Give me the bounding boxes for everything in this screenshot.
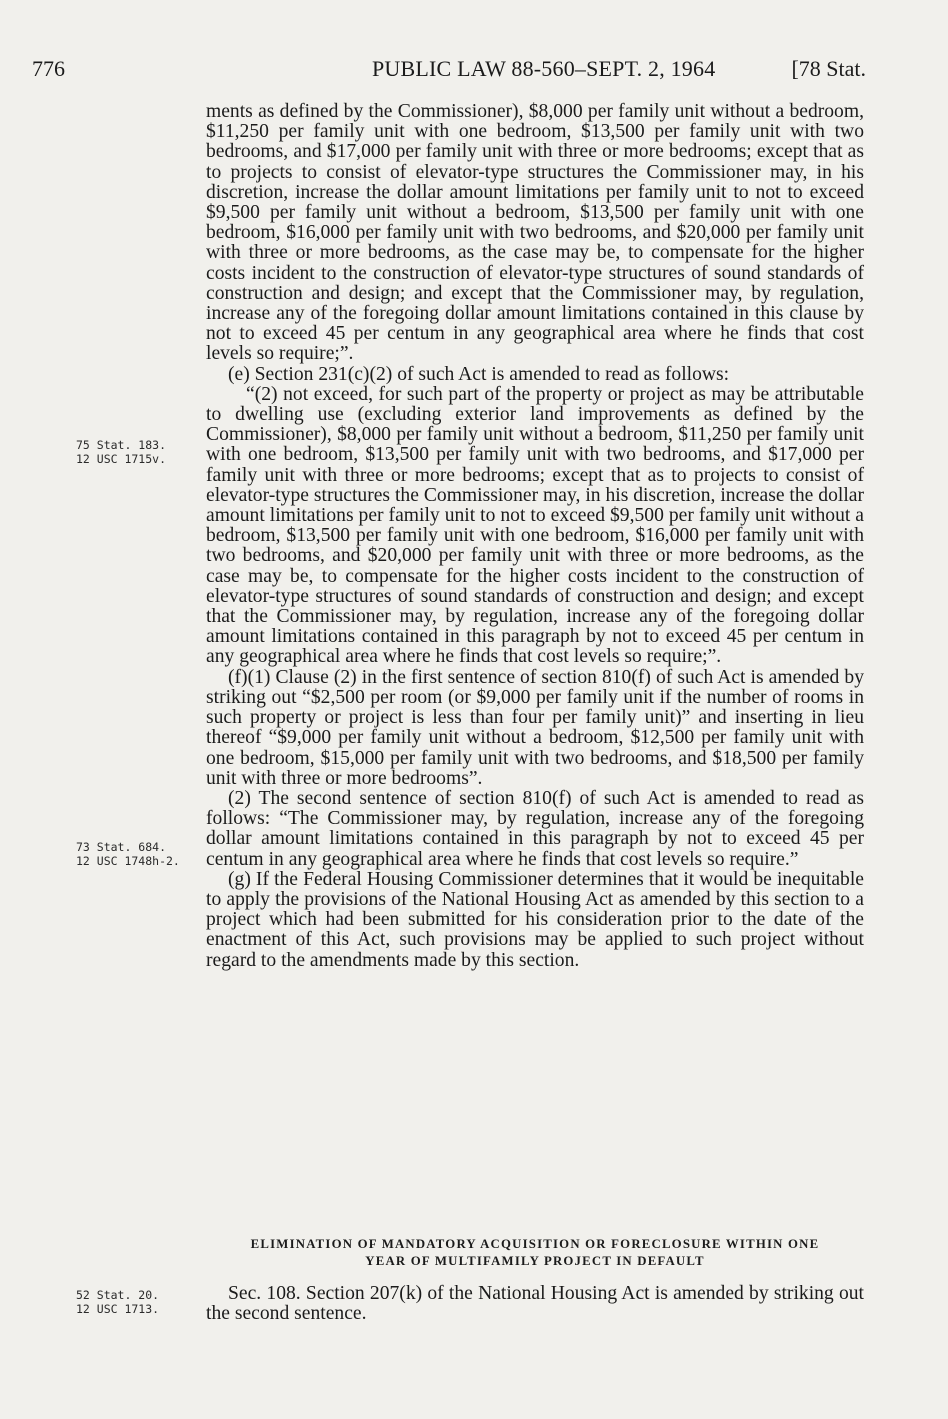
margin-note-line: 52 Stat. 20. xyxy=(76,1288,160,1302)
paragraph-sec-108: Sec. 108. Section 207(k) of the National Housing Act is amended by striking out the second sentence. xyxy=(206,1283,864,1325)
paragraph-f1: (f)(1) Clause (2) in the first sentence of section 810(f) of such Act is amended by striking out “$2,500 per room (or $9,000 per family unit if the number of rooms in such property or project is less than four per family unit)” and inserting in lieu thereof “$9,000 per family unit without a bedroom, $12,500 per family unit with one bedroom, $15,000 per family unit with two bedrooms, and $18,500 per family unit with three or more bedrooms”. xyxy=(206,666,864,789)
heading-line: YEAR OF MULTIFAMILY PROJECT IN DEFAULT xyxy=(365,1254,705,1268)
paragraph-continuation: ments as defined by the Commissioner), $8,000 per family unit without a bedroom, $11,250 per family unit with one bedroom, $13,500 per family unit with two bedrooms, and $17,000 per family unit with three or more bedrooms; except that as to projects to consist of elevator-type structures the Commissioner may, in his discretion, increase the dollar amount limitations per family unit to not to exceed $9,500 per family unit without a bedroom, $13,500 per family unit with one bedroom, $16,000 per family unit with two bedrooms, and $20,000 per family unit with three or more bedrooms, as the case may be, to compensate for the higher costs incident to the construction of elevator-type structures of sound standards of construction and design; and except that the Commissioner may, by regulation, increase any of the foregoing dollar amount limitations contained in this clause by not to exceed 45 per centum in any geographical area where he finds that cost levels so require;”. xyxy=(206,101,864,365)
margin-note-2 xyxy=(76,840,180,868)
statute-reference: [78 Stat. xyxy=(791,56,866,81)
page-header xyxy=(32,56,866,88)
margin-note-line: 73 Stat. 684. xyxy=(76,840,167,854)
body-text-block xyxy=(206,102,864,971)
page-number: 776 xyxy=(32,56,65,81)
section-108-block xyxy=(206,1284,864,1324)
paragraph-e-quote: “(2) not exceed, for such part of the property or project as may be attributable to dwelling use (excluding exterior land improvements as defined by the Commissioner), $8,000 per family unit without a bedroom, $11,250 per family unit with one bedroom, $13,500 per family unit with two bedrooms, and $17,000 per family unit with three or more bedrooms; except that as to projects to consist of elevator-type structures the Commissioner may, in his discretion, increase the dollar amount limitations per family unit to not to exceed $9,500 per family unit without a bedroom, $13,500 per family unit with one bedroom, $16,000 per family unit with two bedrooms, and $20,000 per family unit with three or more bedrooms, as the case may be, to compensate for the higher costs incident to the construction of elevator-type structures of sound standards of construction and design; and except that the Commissioner may, by regulation, increase any of the foregoing dollar amount limitations contained in this paragraph by not to exceed 45 per centum in any geographical area where he finds that cost levels so require;”. xyxy=(206,383,864,668)
margin-note-line: 12 USC 1715v. xyxy=(76,452,167,466)
margin-note-line: 75 Stat. 183. xyxy=(76,438,167,452)
margin-note-1 xyxy=(76,438,166,466)
running-title: PUBLIC LAW 88-560–SEPT. 2, 1964 xyxy=(372,56,716,81)
paragraph-g: (g) If the Federal Housing Commissioner determines that it would be inequitable to apply the provisions of the National Housing Act as amended by this section to a project which had been submitted for his consideration prior to the date of the enactment of this Act, such provisions may be applied to such project without regard to the amendments made by this section. xyxy=(206,868,864,971)
paragraph-e: (e) Section 231(c)(2) of such Act is amended to read as follows: xyxy=(228,363,730,385)
heading-line: ELIMINATION OF MANDATORY ACQUISITION OR FORECLOSURE WITHIN ONE xyxy=(250,1237,820,1251)
margin-note-line: 12 USC 1748h-2. xyxy=(76,854,180,868)
margin-note-line: 12 USC 1713. xyxy=(76,1302,160,1316)
margin-note-3 xyxy=(76,1288,159,1316)
paragraph-f2: (2) The second sentence of section 810(f) of such Act is amended to read as follows: “The Commissioner may, by regulation, increase any of the foregoing dollar amount limitations contained in this paragraph by not to exceed 45 per centum in any geographical area where he finds that cost levels so require.” xyxy=(206,787,864,870)
section-heading xyxy=(206,1236,864,1270)
